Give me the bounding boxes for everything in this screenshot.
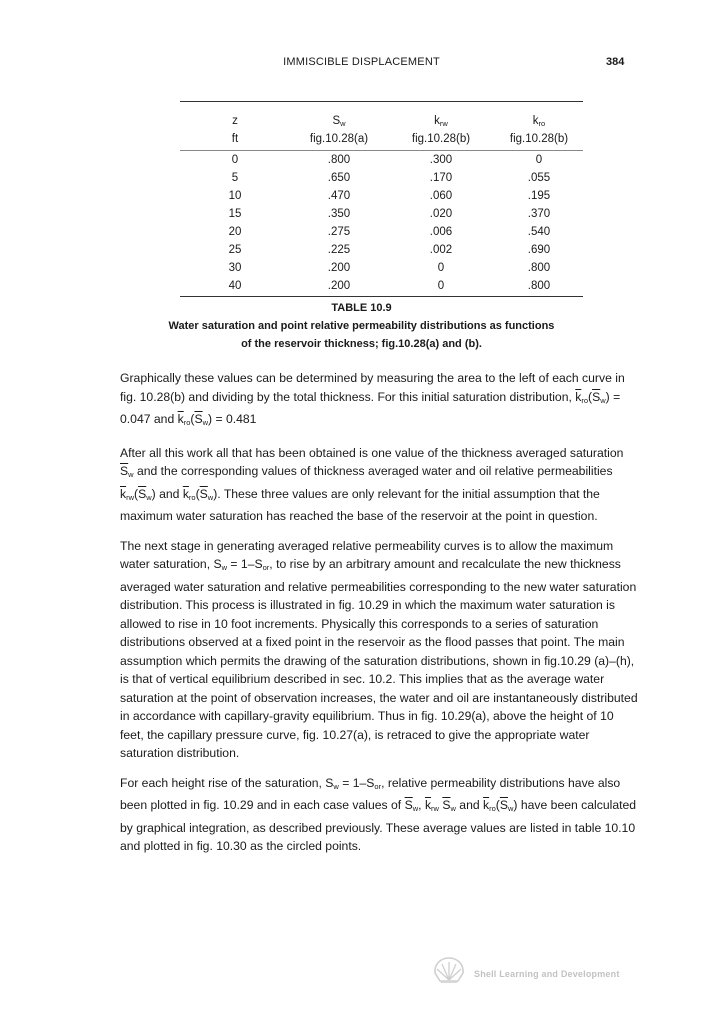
col-header-kro: $k_{ro}$	[532, 115, 546, 128]
kro-avg-symbol: $\overline{k}_{ro}(\overline{S}_w)$	[177, 412, 213, 427]
table-bottom-rule	[180, 296, 583, 297]
kro-avg-symbol: $\overline{k}_{ro}(\overline{S}_w)$	[575, 389, 610, 405]
table-cell: .200	[327, 280, 351, 292]
table-cell: 25	[228, 244, 242, 256]
table-cell: .800	[527, 262, 551, 274]
paragraph-2: After all this work all that has been obtained is one value of the thickness averaged saturation $\overline{S}_w$ and the corresponding values of thickness averaged water and oil relative permeabilities $\overline{k}_{rw}(\overline{S}_w)$ and $\overline{k}_{ro}(\overline{S}_w)$. These three values are only relevant for the initial assumption that the maximum water saturation has reached the base of the reservoir at the point in question.	[120, 445, 624, 523]
col-subheader: fig.10.28(b)	[411, 133, 471, 145]
table-caption-line-2: of the reservoir thickness; fig.10.28(a) and (b).	[241, 338, 482, 350]
kro-avg-symbol: $\overline{k}_{ro}(\overline{S}_w)$	[182, 486, 218, 502]
kro-avg-symbol: $\overline{k}_{ro}(\overline{S}_w)$	[483, 798, 518, 813]
krw-avg-symbol: $\overline{k}_{rw}(\overline{S}_w)$	[120, 486, 156, 502]
table-cell: .470	[327, 190, 351, 202]
shell-logo-icon	[432, 956, 466, 984]
table-cell: .800	[527, 280, 551, 292]
paragraph-3: The next stage in generating averaged relative permeability curves is to allow the maximum water saturation, $S_w = 1-S_{or}$, to rise by an arbitrary amount and recalculate the new thickness averaged water saturation and relative permeabilities corresponding to the new water saturation distribution. This process is illustrated in fig. 10.29 in which the maximum water saturation is allowed to rise in 10 foot increments. Physically this corresponds to a series of saturation distributions observed at a fixed point in the reservoir as the flood passes that point. The main assumption which permits the drawing of the saturation distributions, shown in fig.10.29 (a)–(h), is that of vertical equilibrium described in sec. 10.2. This implies that as the average water saturation at the point of observation increases, the water and oil are instantaneously distributed in accordance with capillary-gravity equilibrium. Thus in fig. 10.29(a), above the height of 10 feet, the capillary pressure curve, fig. 10.27(a), is retraced to give the appropriate water saturation distribution.	[120, 538, 638, 760]
table-cell: 10	[228, 190, 242, 202]
table-cell: 5	[231, 172, 239, 184]
table-cell: .225	[327, 244, 351, 256]
header-title: IMMISCIBLE DISPLACEMENT	[283, 56, 440, 68]
col-header-krw: $k_{rw}$	[434, 115, 448, 128]
table-cell: .370	[527, 208, 551, 220]
table-cell: .350	[327, 208, 351, 220]
sw-avg-symbol: $\overline{S}_w$	[120, 464, 134, 479]
col-header-z: z	[232, 115, 238, 127]
table-cell: .275	[327, 226, 351, 238]
col-subheader: fig.10.28(a)	[309, 133, 369, 145]
table-cell: 0	[231, 154, 239, 166]
table-cell: .006	[429, 226, 453, 238]
krw-avg-symbol: $\overline{k}_{rw}$	[424, 798, 439, 813]
table-cell: .002	[429, 244, 453, 256]
table-cell: 0	[437, 262, 445, 274]
col-subheader: ft	[231, 133, 239, 145]
paragraph-1: Graphically these values can be determined by measuring the area to the left of each curve in fig. 10.28(b) and dividing by the total thickness. For this initial saturation distribution, $\overline{k}_{ro}(\overline{S}_w) = 0.047$ and $\overline{k}_{ro}(\overline{S}_w) = 0.481$	[120, 371, 625, 427]
sw-avg-symbol: $\overline{S}_w$	[404, 798, 419, 813]
table-cell: .055	[527, 172, 551, 184]
table-cell: 0	[535, 154, 543, 166]
table-cell: .540	[527, 226, 551, 238]
table-title: TABLE 10.9	[331, 302, 392, 314]
paragraph-4: For each height rise of the saturation, $S_w = 1-S_{or}$, relative permeability distributions have also been plotted in fig. 10.29 and in each case values of $\overline{S}_w$, $\overline{k}_{rw}$ $\overline{S}_w$ and $\overline{k}_{ro}(\overline{S}_w)$ have been calculated by graphical integration, as described previously. These average values are listed in table 10.10 and plotted in fig. 10.30 as the circled points.	[120, 775, 637, 853]
col-header-sw: $S_w$	[332, 115, 346, 128]
page-number: 384	[606, 56, 625, 68]
footer-brand-text: Shell Learning and Development	[474, 969, 620, 979]
table-header-rule	[180, 150, 583, 151]
table-cell: .800	[327, 154, 351, 166]
table-caption-line-1: Water saturation and point relative permeability distributions as functions	[168, 320, 555, 332]
table-cell: 0	[437, 280, 445, 292]
sw-avg-symbol: $\overline{S}_w$	[442, 798, 456, 813]
table-cell: .200	[327, 262, 351, 274]
table-cell: 20	[228, 226, 242, 238]
table-cell: 40	[228, 280, 242, 292]
col-subheader: fig.10.28(b)	[509, 133, 569, 145]
table-cell: .690	[527, 244, 551, 256]
table-cell: .650	[327, 172, 351, 184]
table-cell: 30	[228, 262, 242, 274]
table-cell: .195	[527, 190, 551, 202]
table-cell: .060	[429, 190, 453, 202]
table-cell: .300	[429, 154, 453, 166]
table-cell: 15	[228, 208, 242, 220]
table-top-rule	[180, 101, 583, 102]
table-cell: .020	[429, 208, 453, 220]
body-text	[120, 369, 640, 867]
table-cell: .170	[429, 172, 453, 184]
